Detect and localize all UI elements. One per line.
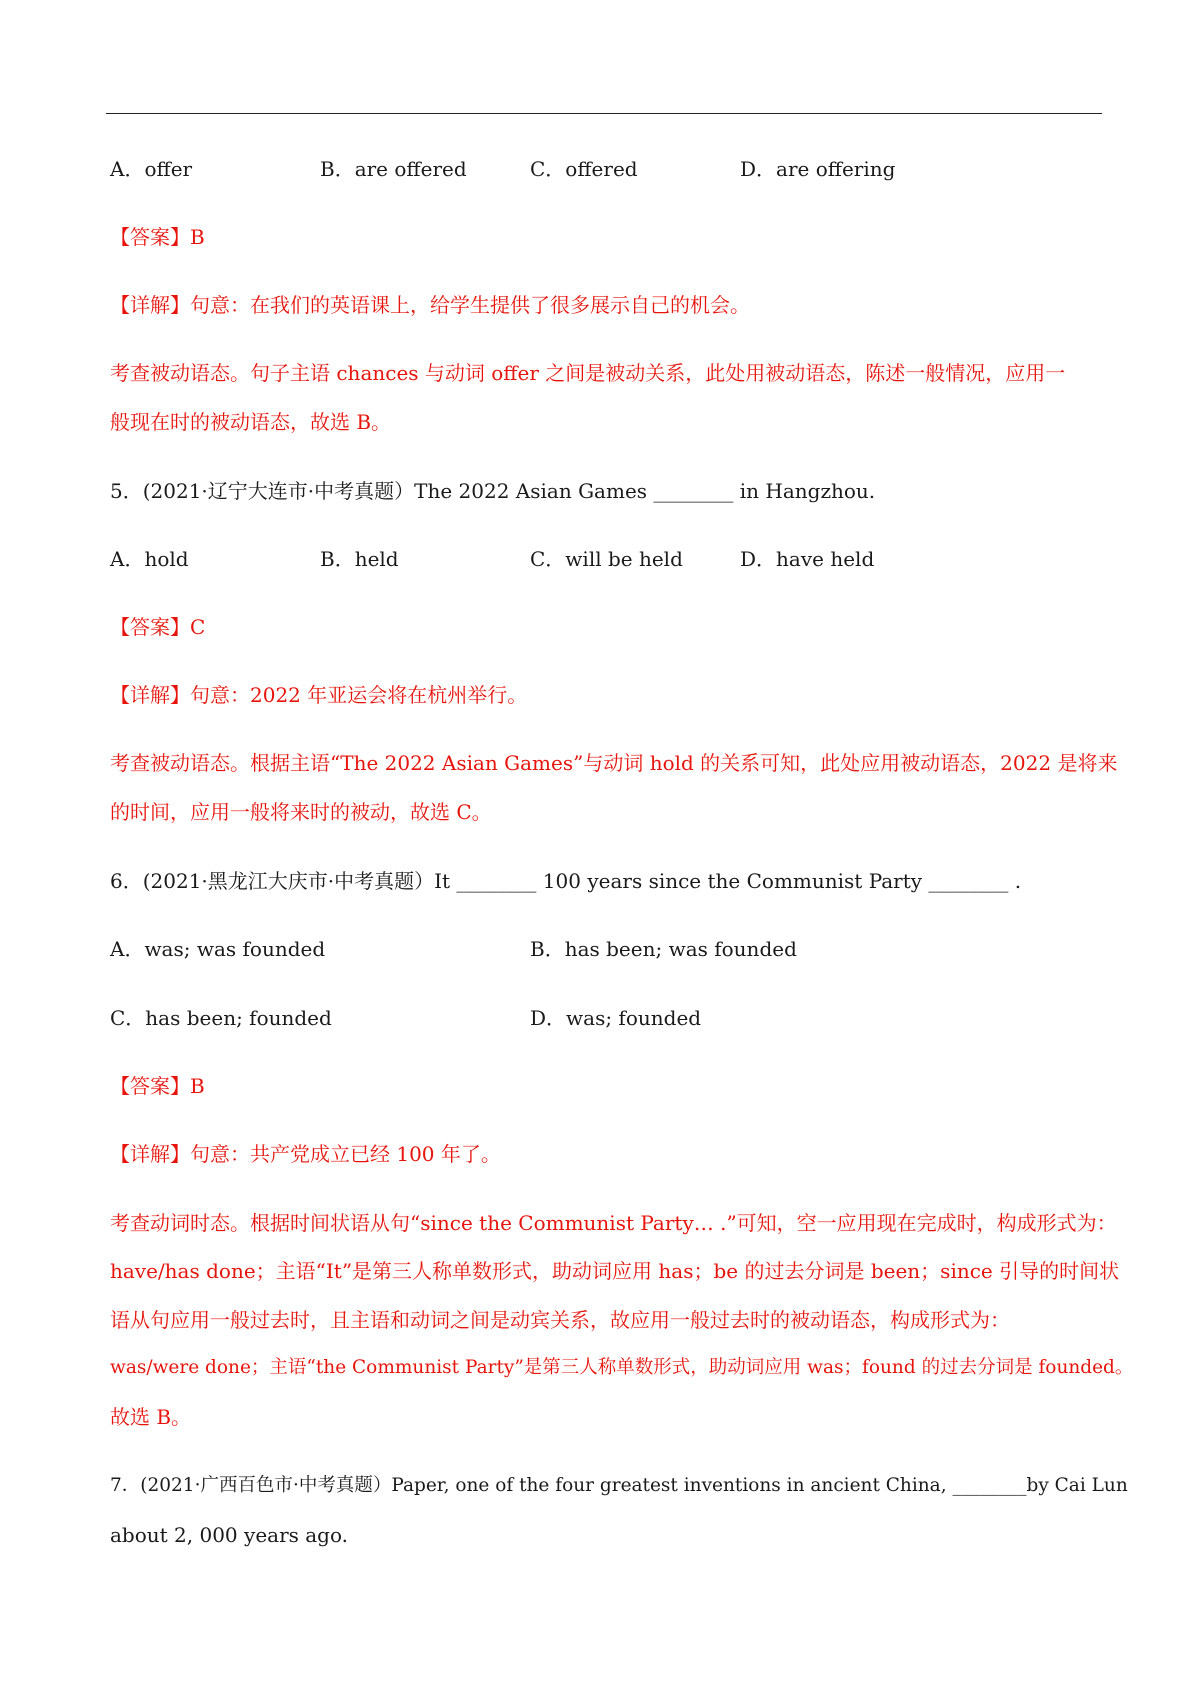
q4-detail: 【详解】句意：在我们的英语课上，给学生提供了很多展示自己的机会。 [110, 293, 750, 317]
q5-stem: 5．(2021·辽宁大连市·中考真题）The 2022 Asian Games ________ in Hangzhou. [110, 479, 876, 503]
q6-explain-line: was/were done；主语“the Communist Party”是第三人称单数形式，助动词应用 was；found 的过去分词是 founded。 [110, 1357, 1134, 1378]
q7-stem-line: 7．(2021·广西百色市·中考真题）Paper, one of the four greatest inventions in ancient China, ________by Cai Lun [110, 1475, 1128, 1496]
q4-option-c[interactable]: C．offered [530, 157, 638, 181]
q7-stem-line: about 2, 000 years ago. [110, 1523, 349, 1547]
q4-option-b[interactable]: B．are offered [320, 157, 467, 181]
q5-option-a[interactable]: A．hold [110, 547, 189, 571]
q4-explain-line: 考查被动语态。句子主语 chances 与动词 offer 之间是被动关系，此处用被动语态，陈述一般情况，应用一 [110, 361, 1066, 385]
q5-explain-line: 的时间，应用一般将来时的被动，故选 C。 [110, 800, 492, 824]
header-rule [106, 113, 1102, 114]
q6-explain-line: 语从句应用一般过去时，且主语和动词之间是动宾关系，故应用一般过去时的被动语态，构成形式为： [110, 1308, 1010, 1332]
q5-option-b[interactable]: B．held [320, 547, 399, 571]
q4-explain-line: 般现在时的被动语态，故选 B。 [110, 410, 392, 434]
q6-option-a[interactable]: A．was; was founded [110, 937, 326, 961]
q5-option-d[interactable]: D．have held [740, 547, 875, 571]
q5-explain-line: 考查被动语态。根据主语“The 2022 Asian Games”与动词 hold 的关系可知，此处应用被动语态，2022 是将来 [110, 751, 1118, 775]
q6-option-d[interactable]: D．was; founded [530, 1006, 702, 1030]
q6-answer: 【答案】B [110, 1074, 205, 1098]
q4-option-d[interactable]: D．are offering [740, 157, 896, 181]
q5-detail: 【详解】句意：2022 年亚运会将在杭州举行。 [110, 683, 528, 707]
q4-answer: 【答案】B [110, 225, 205, 249]
q6-explain-line: 考查动词时态。根据时间状语从句“since the Communist Party… .”可知，空一应用现在完成时，构成形式为： [110, 1211, 1117, 1235]
q5-option-c[interactable]: C．will be held [530, 547, 683, 571]
q4-option-a[interactable]: A．offer [110, 157, 193, 181]
q6-option-b[interactable]: B．has been; was founded [530, 937, 797, 961]
q6-detail: 【详解】句意：共产党成立已经 100 年了。 [110, 1142, 501, 1166]
q6-stem: 6．(2021·黑龙江大庆市·中考真题）It ________ 100 years since the Communist Party ________ . [110, 869, 1022, 893]
q6-explain-line: have/has done；主语“It”是第三人称单数形式，助动词应用 has；be 的过去分词是 been；since 引导的时间状 [110, 1259, 1120, 1283]
q6-explain-line: 故选 B。 [110, 1405, 192, 1429]
q6-option-c[interactable]: C．has been; founded [110, 1006, 332, 1030]
q5-answer: 【答案】C [110, 615, 206, 639]
